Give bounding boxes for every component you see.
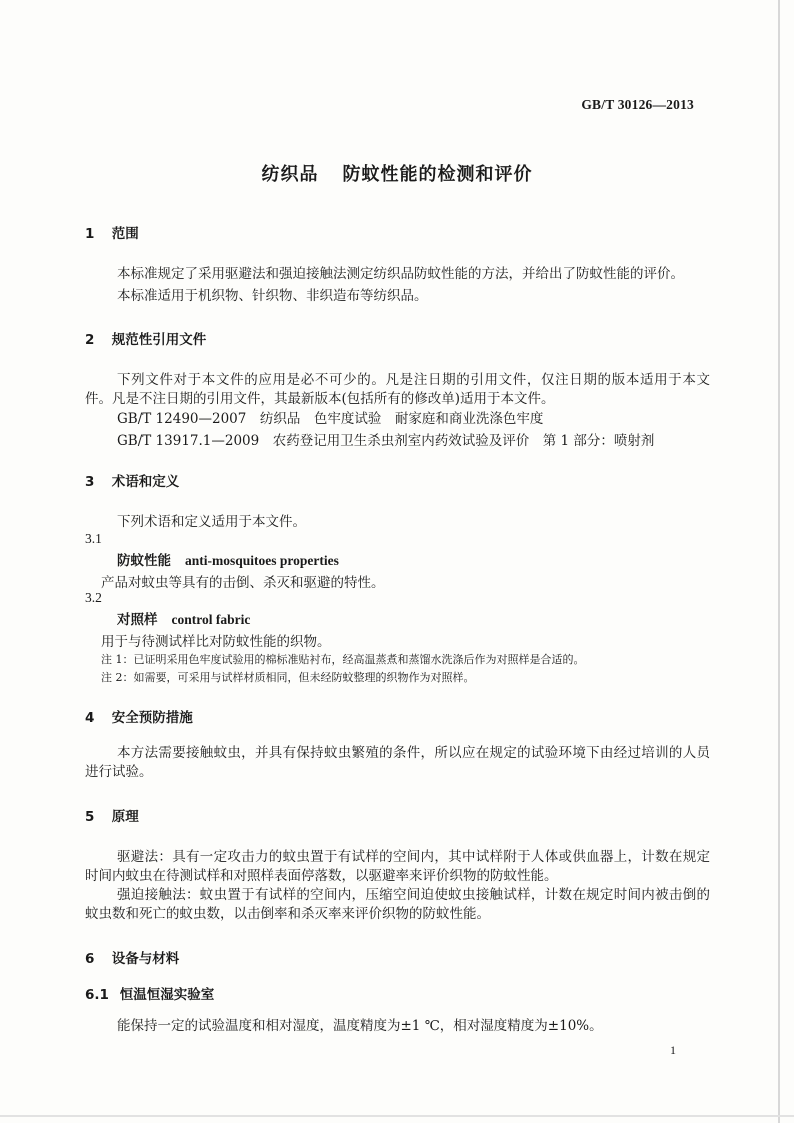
section-4-paragraph-1: 本方法需要接触蚊虫，并具有保持蚊虫繁殖的条件，所以应在规定的试验环境下由经过培训的人员进行试验。 <box>85 745 710 780</box>
term-3-2-chinese: 对照样 <box>117 612 158 628</box>
subsection-6-1-heading <box>85 983 214 1003</box>
section-6-number: 6 <box>85 951 95 967</box>
note-1: 注 1：已证明采用色牢度试验用的棉标准贴衬布，经高温蒸煮和蒸馏水洗涤后作为对照样是合适的。 <box>101 653 585 666</box>
title-part-1: 纺织品 <box>261 164 319 185</box>
term-3-1-number: 3.1 <box>85 531 102 546</box>
section-3-heading <box>85 470 179 490</box>
term-3-1-english: anti-mosquitoes properties <box>185 553 339 568</box>
normative-reference-1: GB/T 12490—2007 纺织品 色牢度试验 耐家庭和商业洗涤色牢度 <box>117 411 544 427</box>
term-3-1 <box>117 549 339 569</box>
section-1-paragraph-2: 本标准适用于机织物、针织物、非织造布等纺织品。 <box>117 288 428 304</box>
subsection-6-1-paragraph: 能保持一定的试验温度和相对湿度，温度精度为±1 ℃，相对湿度精度为±10%。 <box>117 1018 603 1034</box>
section-1-paragraph-1: 本标准规定了采用驱避法和强迫接触法测定纺织品防蚊性能的方法，并给出了防蚊性能的评价。 <box>117 266 684 282</box>
section-4-title: 安全预防措施 <box>111 710 193 726</box>
section-2-title: 规范性引用文件 <box>111 332 207 348</box>
section-2-heading <box>85 328 206 348</box>
section-5-paragraph-1: 驱避法：具有一定攻击力的蚊虫置于有试样的空间内，其中试样附于人体或供血器上，计数在规定时间内蚊虫在待测试样和对照样表面停落数，以驱避率来评价织物的防蚊性能。 <box>85 849 710 884</box>
term-3-2-definition: 用于与待测试样比对防蚊性能的织物。 <box>101 634 331 650</box>
term-3-1-chinese: 防蚊性能 <box>117 553 171 569</box>
section-4-number: 4 <box>85 710 95 726</box>
subsection-6-1-number: 6.1 <box>85 987 109 1003</box>
section-3-number: 3 <box>85 474 95 490</box>
section-5-paragraph-2: 强迫接触法：蚊虫置于有试样的空间内，压缩空间迫使蚊虫接触试样，计数在规定时间内被击倒的蚊虫数和死亡的蚊虫数，以击倒率和杀灭率来评价织物的防蚊性能。 <box>85 887 710 922</box>
section-6-title: 设备与材料 <box>111 951 180 967</box>
section-4-heading <box>85 706 193 726</box>
section-1-title: 范围 <box>111 226 139 242</box>
term-3-2 <box>117 608 250 628</box>
title-part-2: 防蚊性能的检测和评价 <box>342 164 533 185</box>
section-3-intro: 下列术语和定义适用于本文件。 <box>117 514 306 530</box>
section-6-heading <box>85 947 179 967</box>
scan-edge-bottom <box>0 1115 794 1117</box>
term-3-1-definition: 产品对蚊虫等具有的击倒、杀灭和驱避的特性。 <box>101 575 385 591</box>
section-5-title: 原理 <box>111 809 139 825</box>
term-3-2-english: control fabric <box>171 612 251 627</box>
standard-code: GB/T 30126—2013 <box>581 97 694 112</box>
section-1-number: 1 <box>85 226 95 242</box>
section-2-paragraph-1: 下列文件对于本文件的应用是必不可少的。凡是注日期的引用文件，仅注日期的版本适用于本文件。凡是不注日期的引用文件，其最新版本(包括所有的修改单)适用于本文件。 <box>85 372 710 407</box>
section-5-heading <box>85 805 139 825</box>
term-3-2-number: 3.2 <box>85 590 102 605</box>
normative-reference-2: GB/T 13917.1—2009 农药登记用卫生杀虫剂室内药效试验及评价 第 1 部分：喷射剂 <box>117 433 655 449</box>
subsection-6-1-title: 恒温恒湿实验室 <box>119 987 215 1003</box>
section-1-heading <box>85 222 139 242</box>
section-2-number: 2 <box>85 332 95 348</box>
document-title <box>0 160 794 186</box>
section-5-number: 5 <box>85 809 95 825</box>
note-2: 注 2：如需要，可采用与试样材质相同，但未经防蚊整理的织物作为对照样。 <box>101 671 475 684</box>
page-number: 1 <box>670 1043 676 1057</box>
section-3-title: 术语和定义 <box>111 474 180 490</box>
